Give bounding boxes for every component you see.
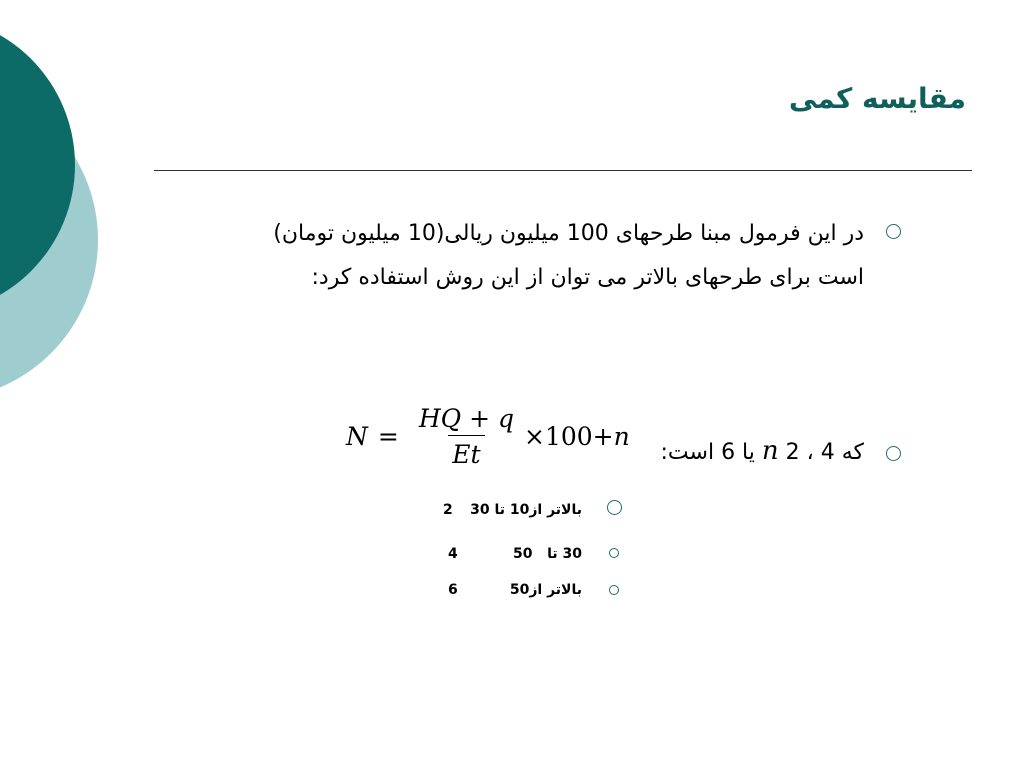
bullet-icon bbox=[609, 548, 619, 558]
condition-values: 2 ، 4 یا 6 است: bbox=[660, 440, 835, 465]
condition-text bbox=[661, 436, 865, 466]
intro-paragraph bbox=[164, 212, 864, 300]
bullet-icon bbox=[609, 585, 619, 595]
formula-times: × bbox=[523, 421, 545, 451]
range-value-3: 6 bbox=[448, 582, 458, 598]
condition-variable: n bbox=[761, 436, 779, 466]
formula-plus: + bbox=[592, 421, 614, 451]
condition-prefix: که bbox=[841, 440, 864, 465]
formula-denominator: Et bbox=[448, 435, 484, 469]
formula-last-term: n bbox=[613, 421, 630, 451]
formula bbox=[346, 396, 630, 476]
bullet-icon bbox=[886, 224, 901, 239]
formula-numerator: HQ + q bbox=[418, 403, 514, 433]
bullet-icon bbox=[607, 500, 622, 515]
range-value-2: 4 bbox=[448, 546, 458, 562]
formula-lhs: N bbox=[346, 421, 368, 451]
range-value-1: 2 bbox=[443, 502, 453, 518]
range-label-3: بالاتر از50 bbox=[509, 582, 582, 598]
range-label-2: 30 تا 50 bbox=[513, 546, 582, 562]
intro-line-1: در این فرمول مبنا طرحهای 100 میلیون ریالی(10 میلیون تومان) bbox=[273, 221, 864, 246]
title-divider bbox=[154, 170, 972, 171]
intro-line-2: است برای طرحهای بالاتر می توان از این روش استفاده کرد: bbox=[311, 265, 864, 290]
slide-title: مقایسه کمی bbox=[788, 82, 966, 115]
formula-fraction bbox=[415, 404, 518, 469]
bullet-icon bbox=[886, 446, 901, 461]
range-label-1: بالاتر از10 تا 30 bbox=[470, 502, 582, 518]
formula-constant: 100 bbox=[544, 421, 593, 451]
formula-equals: = bbox=[377, 421, 399, 451]
